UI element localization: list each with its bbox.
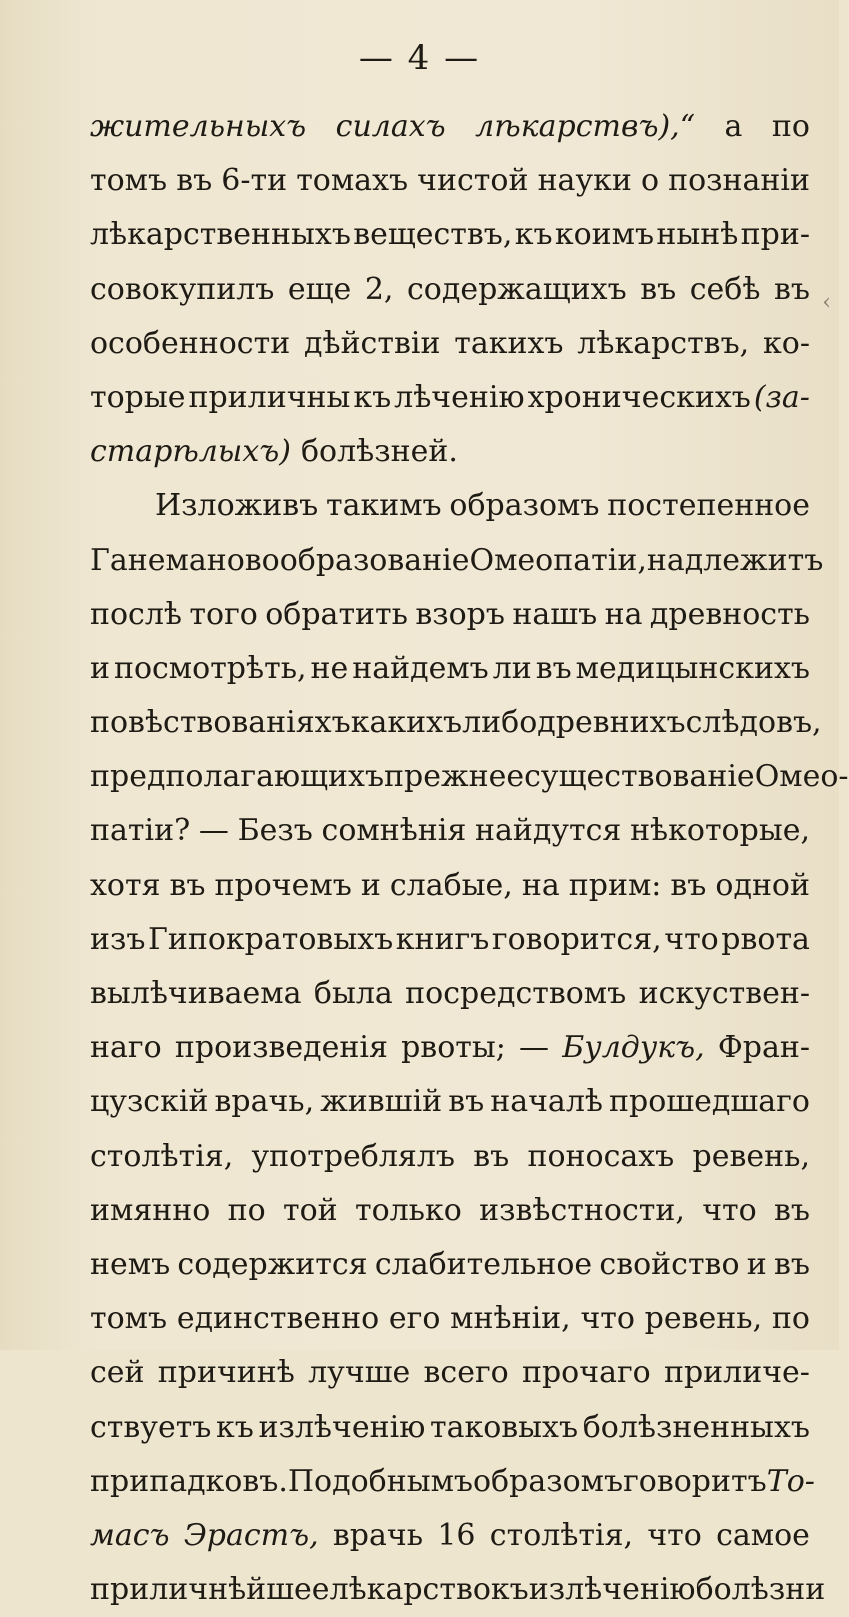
word: Фран- — [717, 1030, 810, 1066]
text-line — [90, 1238, 810, 1292]
text-line — [90, 1021, 810, 1075]
word: лучше — [308, 1355, 411, 1391]
word: такихъ — [454, 325, 564, 361]
word: себѣ — [689, 271, 761, 307]
text-line — [90, 696, 822, 750]
word: немъ — [90, 1246, 171, 1282]
word: прим: — [568, 867, 662, 903]
word: совокупилъ — [90, 271, 275, 307]
word: что — [580, 1301, 635, 1337]
text-line — [90, 263, 810, 317]
word: врачь, — [214, 1084, 315, 1120]
word: старѣлыхъ) — [90, 434, 291, 470]
word: къ — [490, 1572, 529, 1608]
text-line — [90, 1401, 810, 1455]
word: томъ — [90, 1301, 168, 1337]
word: что — [664, 921, 719, 957]
word: и — [360, 867, 381, 903]
word: 16 — [437, 1517, 476, 1553]
word: рвоты; — [401, 1030, 506, 1066]
word: ревень, — [692, 1138, 810, 1174]
word: ревень, — [644, 1301, 763, 1337]
word: въ — [774, 1192, 810, 1228]
page-number: — 4 — — [358, 38, 481, 78]
word: масъ — [90, 1517, 170, 1553]
word: столѣтія, — [489, 1517, 634, 1553]
word: всего — [423, 1355, 509, 1391]
word: въ — [535, 650, 572, 686]
word: приличе- — [663, 1355, 810, 1391]
word: — — [519, 1030, 550, 1066]
word: образомъ — [449, 488, 600, 524]
word: единственно — [176, 1301, 380, 1337]
word: древнихъ — [537, 705, 686, 741]
word: сей — [90, 1355, 145, 1391]
word: излѣченію — [258, 1409, 426, 1445]
word: прежнее — [384, 759, 525, 795]
word: лѣченію — [394, 379, 525, 415]
word: говоритъ — [623, 1463, 767, 1499]
word: найдемъ — [352, 650, 489, 686]
word: прочемъ — [214, 867, 352, 903]
word: сомнѣнія — [321, 813, 467, 849]
text-line — [90, 371, 810, 425]
word: торые — [90, 379, 186, 415]
word: книгъ — [395, 921, 490, 957]
word: извѣстности, — [479, 1192, 685, 1228]
word: говорится, — [491, 921, 662, 957]
word: ли — [492, 650, 532, 686]
text-line — [90, 1455, 815, 1509]
word: не — [310, 650, 349, 686]
word: хотя — [90, 867, 161, 903]
word: либо — [462, 705, 538, 741]
word: содержится — [177, 1246, 368, 1282]
word: слабительное — [374, 1246, 593, 1282]
word: въ — [448, 1084, 485, 1120]
word: излѣченію — [528, 1572, 696, 1608]
word: томъ — [90, 163, 168, 199]
word: Омеопатіи, — [469, 542, 647, 578]
word: надлежитъ — [646, 542, 824, 578]
body-text — [90, 100, 849, 1617]
word: и — [746, 1246, 767, 1282]
word: что — [647, 1517, 702, 1553]
word: жительныхъ — [90, 109, 307, 144]
text-line — [90, 967, 810, 1021]
word: (за- — [753, 379, 810, 415]
word: веществъ, — [353, 217, 513, 253]
word: повѣствованіяхъ — [90, 705, 351, 741]
word: употреблялъ — [251, 1138, 455, 1174]
word: нѣкоторые, — [630, 813, 810, 849]
text-line — [90, 1184, 810, 1238]
word: въ — [473, 1138, 510, 1174]
word: что — [702, 1192, 757, 1228]
word: по — [771, 1301, 810, 1337]
word: чистой — [417, 163, 529, 199]
word: врачь — [332, 1517, 424, 1553]
word: изъ — [90, 921, 146, 957]
word: при- — [740, 217, 810, 253]
word: Гипократовыхъ — [148, 921, 394, 957]
text-line — [90, 208, 810, 262]
word: къ — [514, 217, 553, 253]
word: въ — [176, 163, 213, 199]
word: лѣкарствъ, — [577, 325, 750, 361]
word: на — [604, 596, 643, 632]
word: рвота — [721, 921, 810, 957]
word: приличны — [188, 379, 351, 415]
word: въ — [670, 867, 707, 903]
word: образомъ — [473, 1463, 624, 1499]
word: взоръ — [415, 596, 505, 632]
word: а — [724, 109, 743, 144]
word: лѣкарство — [329, 1572, 491, 1608]
word: дѣйствіи — [304, 325, 441, 361]
text-line — [90, 1563, 826, 1617]
word: нынѣ — [656, 217, 739, 253]
word: въ — [169, 867, 206, 903]
word: только — [354, 1192, 462, 1228]
word: нашъ — [512, 596, 598, 632]
text-line — [90, 1292, 810, 1346]
word: обратить — [265, 596, 408, 632]
word: по — [771, 109, 810, 144]
word: такимъ — [325, 488, 442, 524]
word: посмотрѣть, — [113, 650, 307, 686]
word: лѣкарствъ),“ — [475, 109, 696, 144]
word: въ — [640, 271, 677, 307]
text-line — [90, 804, 810, 858]
word: той — [283, 1192, 338, 1228]
word: прошедшаго — [609, 1084, 810, 1120]
word: слабые, — [389, 867, 513, 903]
word: постепенное — [607, 488, 810, 524]
word: лѣкарственныхъ — [90, 217, 351, 253]
text-line — [90, 1075, 810, 1129]
word: найдутся — [475, 813, 622, 849]
word: мнѣніи, — [450, 1301, 571, 1337]
word: была — [313, 976, 393, 1011]
word: особенности — [90, 325, 291, 361]
page-edge-mark: ‹ — [822, 290, 831, 315]
word: имянно — [90, 1192, 211, 1228]
word: патіи? — [90, 813, 191, 849]
word: Подобнымъ — [287, 1463, 473, 1499]
word: его — [388, 1301, 441, 1337]
word: 2, — [364, 271, 394, 307]
text-line — [90, 479, 810, 533]
word: прочаго — [521, 1355, 651, 1391]
word: столѣтія, — [90, 1138, 234, 1174]
word: о — [640, 163, 659, 199]
word: вылѣчиваема — [90, 976, 302, 1011]
word: — — [198, 813, 229, 849]
text-line — [90, 317, 810, 371]
word: одной — [715, 867, 810, 903]
word: 6-ти — [221, 163, 288, 199]
word: припадковъ. — [90, 1463, 288, 1499]
text-line — [90, 859, 810, 913]
word: искуствен- — [638, 976, 810, 1011]
word: силахъ — [335, 109, 446, 144]
text-line — [90, 534, 824, 588]
word: посредствомъ — [405, 976, 627, 1011]
word: болѣзненныхъ — [582, 1409, 810, 1445]
word: Эрастъ, — [183, 1517, 319, 1553]
word: поносахъ — [527, 1138, 675, 1174]
text-line — [90, 588, 810, 642]
text-line — [90, 642, 810, 696]
word: Ганеманово — [90, 542, 280, 578]
word: Омео- — [754, 759, 849, 795]
text-line — [90, 154, 810, 208]
word: хроническихъ — [527, 379, 751, 415]
word: То- — [766, 1463, 815, 1499]
text-line — [90, 1130, 810, 1184]
word: приличнѣйшее — [90, 1572, 330, 1608]
word: науки — [537, 163, 632, 199]
word: томахъ — [296, 163, 409, 199]
word: предполагающихъ — [90, 759, 385, 795]
word: Булдукъ, — [562, 1030, 705, 1066]
word: болѣзней. — [300, 434, 458, 470]
word: ко- — [763, 325, 810, 361]
word: и — [90, 650, 110, 686]
text-line — [90, 750, 849, 804]
word: образованіе — [279, 542, 470, 578]
text-line — [90, 425, 810, 479]
word: древность — [649, 596, 810, 632]
word: существованіе — [524, 759, 755, 795]
word: началѣ — [490, 1084, 603, 1120]
word: наго — [90, 1030, 162, 1066]
word: познаніи — [668, 163, 810, 199]
word: ствуетъ — [90, 1409, 212, 1445]
word: содержащихъ — [406, 271, 627, 307]
text-line — [90, 1509, 810, 1563]
word: таковыхъ — [429, 1409, 579, 1445]
word: причинѣ — [157, 1355, 295, 1391]
word: на — [521, 867, 560, 903]
word: цузскій — [90, 1084, 209, 1120]
text-line — [90, 100, 810, 154]
text-line — [90, 1346, 810, 1400]
word: Безъ — [237, 813, 313, 849]
text-line — [90, 913, 810, 967]
word: какихъ — [350, 705, 463, 741]
word: свойство — [599, 1246, 740, 1282]
word: медицынскихъ — [575, 650, 810, 686]
word: коимъ — [554, 217, 655, 253]
word: слѣдовъ, — [685, 705, 822, 741]
word: жившій — [320, 1084, 443, 1120]
word: по — [227, 1192, 266, 1228]
word: послѣ — [90, 596, 183, 632]
word: самое — [716, 1517, 810, 1553]
word: болѣзни — [695, 1572, 826, 1608]
word: произведенія — [174, 1030, 388, 1066]
word: того — [189, 596, 258, 632]
word: Изложивъ — [155, 488, 319, 524]
word: къ — [353, 379, 392, 415]
word: къ — [216, 1409, 254, 1445]
word: въ — [773, 271, 810, 307]
word: въ — [773, 1246, 810, 1282]
word: еще — [287, 271, 352, 307]
